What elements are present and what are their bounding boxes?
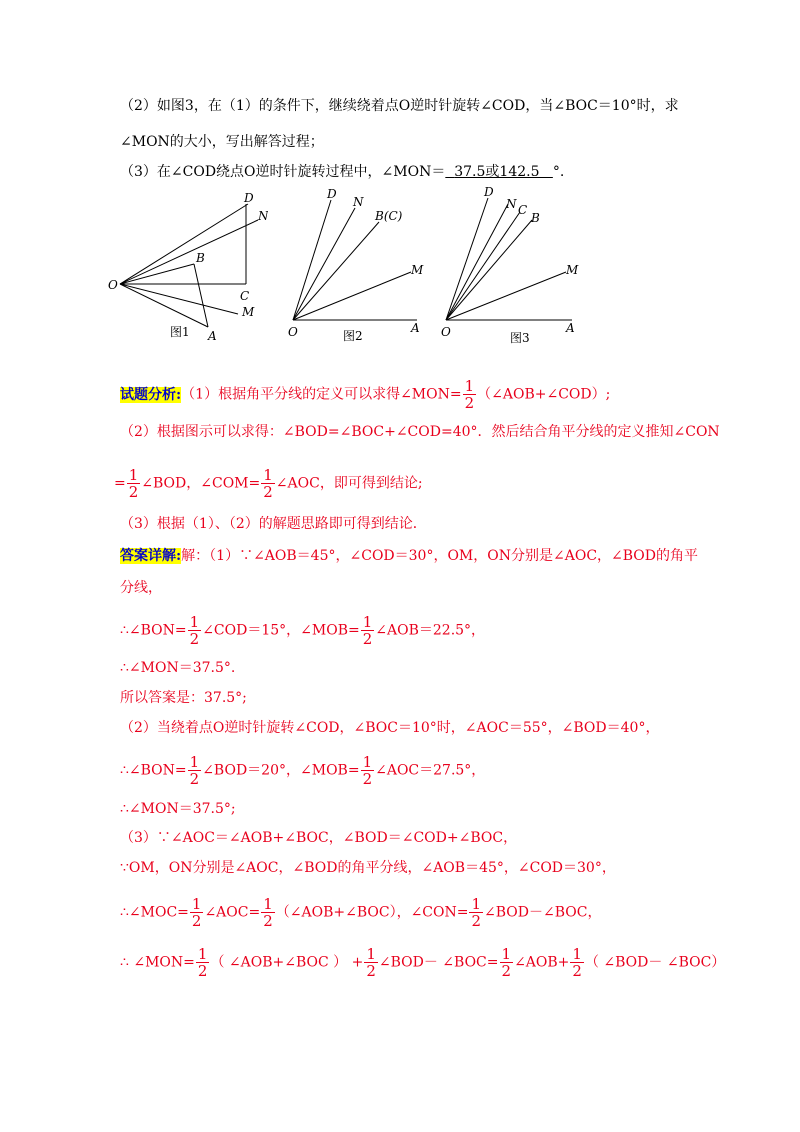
fig1-ray-om — [120, 284, 238, 314]
fig1-caption: 图1 — [170, 325, 190, 339]
fraction-half: $\frac{1}{2}$ — [572, 945, 582, 980]
solution-s10c: （∠AOB+∠BOC），∠CON= — [275, 904, 469, 921]
fraction-half: $\frac{1}{2}$ — [362, 613, 373, 648]
solution-line10 — [120, 896, 601, 929]
analysis-line1 — [120, 378, 610, 411]
fig2-ray-od — [293, 200, 331, 320]
fig3-label-n: N — [506, 197, 517, 211]
analysis-line2: （2）根据图示可以求得：∠BOD=∠BOC+∠COD=40°．然后结合角平分线的定义推知∠CON — [120, 424, 720, 440]
fig2-ray-obc — [293, 222, 379, 320]
fraction-half: $\frac{1}{2}$ — [197, 945, 208, 980]
fig1-ray-oa — [120, 284, 208, 327]
fig3-label-a: A — [566, 321, 575, 335]
fig3-ray-oc — [446, 212, 520, 320]
fig2-ray-om — [293, 272, 411, 320]
solution-tag: 答案详解: — [120, 548, 182, 564]
fraction-half: $\frac{1}{2}$ — [128, 466, 139, 501]
solution-s2c: ∠AOB＝22.5°， — [375, 622, 486, 639]
fraction-half: $\frac{1}{2}$ — [263, 466, 273, 501]
fig3-label-d: D — [484, 185, 494, 199]
solution-line5: （2）当绕着点O逆时针旋转∠COD，∠BOC＝10°时，∠AOC＝55°，∠BOD＝40°， — [120, 720, 660, 736]
solution-s2b: ∠COD＝15°，∠MOB= — [202, 622, 360, 639]
analysis-l1a: （1）根据角平分线的定义可以求得∠MON= — [181, 386, 462, 403]
analysis-l1b: （∠AOB+∠COD）; — [477, 386, 611, 403]
fraction-half: $\frac{1}{2}$ — [263, 895, 273, 930]
fraction-half: $\frac{1}{2}$ — [189, 753, 200, 788]
fig1-label-o: O — [108, 278, 118, 292]
fig2-caption: 图2 — [343, 329, 363, 343]
fig1-ray-od — [120, 204, 248, 284]
fraction-half: $\frac{1}{2}$ — [464, 377, 475, 412]
fig1-label-m: M — [242, 305, 255, 319]
analysis-l3c: ∠AOC，即可得到结论; — [275, 475, 423, 492]
solution-line8: （3）∵∠AOC＝∠AOB+∠BOC，∠BOD＝∠COD+∠BOC， — [120, 830, 518, 846]
solution-s11d: ∠AOB+ — [514, 954, 570, 971]
fig1-ray-on — [120, 220, 258, 284]
solution-s10a: ∴∠MOC= — [120, 904, 189, 921]
fig3-caption: 图3 — [510, 331, 530, 345]
fig1-label-d: D — [244, 191, 254, 205]
fig3-label-c: C — [518, 203, 528, 217]
solution-s11c: ∠BOD－ ∠BOC= — [378, 954, 499, 971]
figure-3 — [438, 184, 588, 346]
analysis-line4: （3）根据（1）、（2）的解题思路即可得到结论． — [120, 516, 427, 532]
fig3-ray-on — [446, 204, 508, 320]
analysis-l3a: = — [114, 475, 126, 492]
fig3-label-m: M — [566, 263, 579, 277]
fig2-label-o: O — [288, 325, 298, 339]
q3-answer: 37.5或142.5 — [454, 164, 540, 180]
fig1-label-n: N — [258, 209, 268, 223]
fig3-ray-om — [446, 272, 566, 320]
problem-q2-line2: ∠MON的大小，写出解答过程； — [120, 134, 324, 150]
solution-line6 — [120, 754, 485, 787]
fig2-ray-on — [293, 208, 355, 320]
fraction-half: $\frac{1}{2}$ — [189, 613, 200, 648]
figure-2 — [285, 184, 435, 346]
analysis-tag: 试题分析: — [120, 386, 182, 403]
solution-line3: ∴∠MON＝37.5°. — [120, 660, 236, 676]
fig2-label-d: D — [327, 187, 337, 201]
fig2-label-m: M — [411, 263, 424, 277]
fraction-half: $\frac{1}{2}$ — [366, 945, 376, 980]
fig1-label-c: C — [240, 289, 250, 303]
problem-q3 — [120, 162, 564, 182]
solution-line9: ∵OM，ON分别是∠AOC，∠BOD的角平分线，∠AOB＝45°，∠COD＝30°， — [120, 860, 616, 876]
fig2-label-bc: B(C) — [375, 209, 403, 223]
fig2-label-a: A — [411, 321, 420, 335]
q3-prefix: （3）在∠COD绕点O逆时针旋转过程中，∠MON＝ — [120, 164, 446, 180]
solution-s6c: ∠AOC＝27.5°， — [375, 762, 486, 779]
fig3-ray-ob — [446, 220, 532, 320]
solution-s6a: ∴∠BON= — [120, 762, 187, 779]
fraction-half: $\frac{1}{2}$ — [362, 753, 373, 788]
solution-s10d: ∠BOD－∠BOC， — [484, 904, 602, 921]
solution-line11 — [120, 946, 725, 979]
solution-s11a: ∴ ∠MON= — [120, 954, 195, 971]
q3-suffix: °. — [552, 164, 565, 180]
solution-line7: ∴∠MON＝37.5°; — [120, 801, 236, 817]
solution-s2a: ∴∠BON= — [120, 622, 187, 639]
analysis-line3 — [114, 467, 423, 500]
fig3-label-o: O — [441, 325, 451, 339]
solution-line1 — [120, 546, 698, 566]
analysis-l3b: ∠BOD，∠COM= — [141, 475, 261, 492]
figure-1 — [108, 190, 268, 345]
solution-s6b: ∠BOD＝20°，∠MOB= — [202, 762, 360, 779]
fig2-label-n: N — [353, 195, 364, 209]
fraction-half: $\frac{1}{2}$ — [191, 895, 202, 930]
fig1-label-a: A — [208, 329, 217, 343]
solution-s10b: ∠AOC= — [204, 904, 261, 921]
fraction-half: $\frac{1}{2}$ — [471, 895, 482, 930]
fig1-seg-ba — [194, 264, 208, 327]
fig1-label-b: B — [196, 251, 205, 265]
fraction-half: $\frac{1}{2}$ — [501, 945, 512, 980]
solution-line2 — [120, 614, 485, 647]
solution-line4: 所以答案是：37.5°; — [120, 690, 247, 706]
solution-s11e: （ ∠BOD－ ∠BOC） — [584, 954, 726, 971]
solution-s11b: （ ∠AOB+∠BOC ） + — [210, 954, 364, 971]
problem-q2-line1: （2）如图3，在（1）的条件下，继续绕着点O逆时针旋转∠COD，当∠BOC＝10°时，求 — [120, 98, 679, 114]
fig3-ray-od — [446, 198, 488, 320]
fig3-label-b: B — [531, 211, 540, 225]
solution-line1b: 分线， — [120, 580, 162, 596]
solution-s1a: 解：（1）∵∠AOB＝45°，∠COD＝30°，OM，ON分别是∠AOC，∠BOD的角平 — [181, 548, 699, 564]
